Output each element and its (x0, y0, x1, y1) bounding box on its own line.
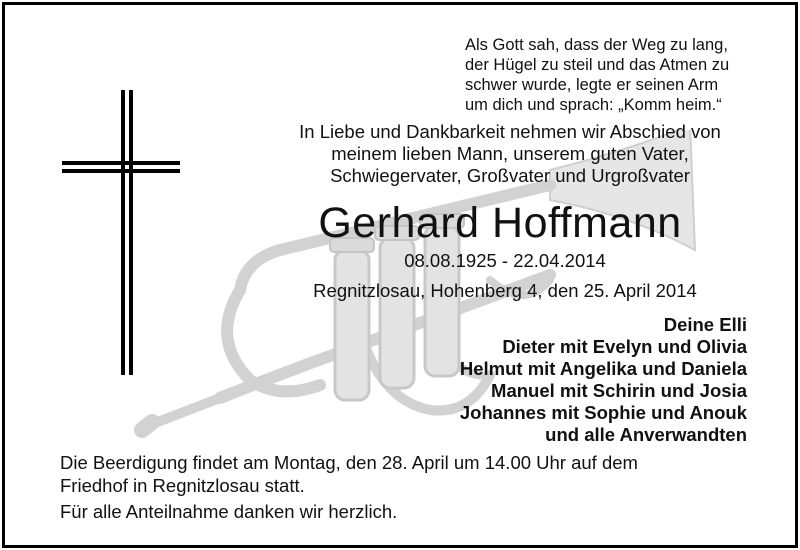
thanks-text: Für alle Anteilnahme danken wir herzlich. (60, 501, 398, 522)
mourner-line: und alle Anverwandten (545, 424, 747, 445)
cross-vertical-line (121, 90, 125, 375)
mourner-line: Deine Elli (663, 314, 747, 335)
deceased-name: Gerhard Hoffmann (318, 199, 682, 247)
poem-line: schwer wurde, legte er seinen Arm (465, 76, 719, 94)
cross-vertical-line (129, 90, 133, 375)
intro-text (260, 121, 760, 187)
poem-line: Als Gott sah, dass der Weg zu lang, (465, 36, 728, 54)
funeral-info (60, 451, 710, 497)
life-dates: 08.08.1925 - 22.04.2014 (404, 250, 606, 271)
intro-line: Schwiegervater, Großvater und Urgroßvater (330, 165, 690, 186)
mourner-line: Johannes mit Sophie und Anouk (459, 402, 747, 423)
funeral-line: Friedhof in Regnitzlosau statt. (60, 475, 305, 496)
poem-line: der Hügel zu steil und das Atmen zu (465, 56, 730, 74)
cross-horizontal-line (62, 169, 180, 173)
mourner-line: Helmut mit Angelika und Daniela (459, 358, 747, 379)
mourners-list (327, 314, 747, 446)
obituary-notice (2, 2, 798, 548)
mourner-line: Dieter mit Evelyn und Olivia (502, 336, 747, 357)
poem-line: um dich und sprach: „Komm heim.“ (465, 96, 722, 114)
intro-line: meinem lieben Mann, unserem guten Vater, (331, 143, 689, 164)
cross-horizontal-line (62, 161, 180, 165)
place-date: Regnitzlosau, Hohenberg 4, den 25. April 2014 (313, 280, 697, 301)
intro-line: In Liebe und Dankbarkeit nehmen wir Abschied von (299, 121, 721, 142)
funeral-line: Die Beerdigung findet am Montag, den 28. April um 14.00 Uhr auf dem (60, 452, 638, 473)
poem (465, 35, 765, 115)
mourner-line: Manuel mit Schirin und Josia (491, 380, 747, 401)
